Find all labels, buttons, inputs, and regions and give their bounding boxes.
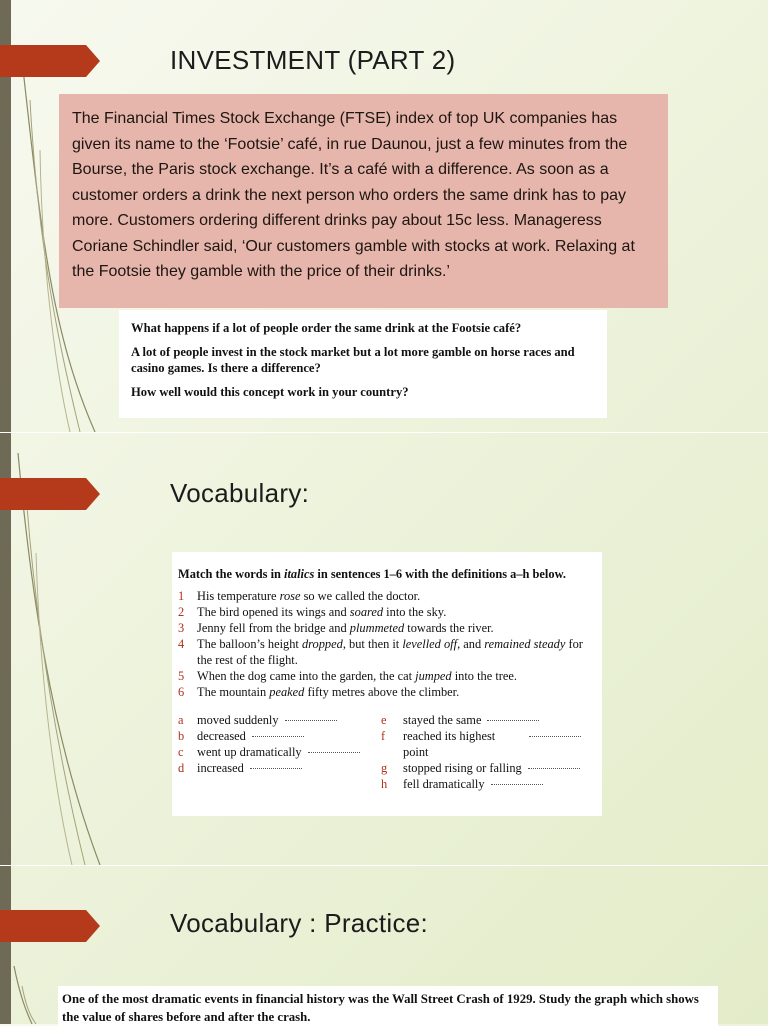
- sentence-6: 6 The mountain peaked fifty metres above the climber.: [178, 685, 460, 699]
- answer-blank[interactable]: [252, 728, 304, 737]
- sentence-2: 2 The bird opened its wings and soared into the sky.: [178, 605, 447, 619]
- sentence-4: 4 The balloon’s height dropped, but then it levelled off, and remained steady for the rest of the flight.: [178, 637, 583, 667]
- definitions-right: [381, 712, 581, 792]
- answer-blank[interactable]: [491, 776, 543, 785]
- definition-a: a moved suddenly: [178, 712, 378, 728]
- slide-vocabulary: [0, 433, 768, 865]
- answer-blank[interactable]: [308, 744, 360, 753]
- sentence-3: 3 Jenny fell from the bridge and plummeted towards the river.: [178, 621, 494, 635]
- definition-d: d increased: [178, 760, 378, 776]
- answer-blank[interactable]: [528, 760, 580, 769]
- definition-c: c went up dramatically: [178, 744, 378, 760]
- question-3: How well would this concept work in your country?: [131, 385, 409, 399]
- practice-intro-text: One of the most dramatic events in financial history was the Wall Street Crash of 1929. Study the graph which shows the value of shares before and after the crash.: [62, 992, 699, 1024]
- article-text: The Financial Times Stock Exchange (FTSE) index of top UK companies has given its name to the ‘Footsie’ café, in rue Daunou, just a few minutes from the Bourse, the Paris stock exchange. It’s a café with a difference. As soon as a customer orders a drink the next person who orders the same drink has to pay more. Customers ordering different drinks pay about 15c less. Manageress Coriane Schindler said, ‘Our customers gamble with stocks at work. Relaxing at the Footsie they gamble with the price of their drinks.’: [72, 110, 635, 280]
- title-arrow-marker: [0, 45, 100, 77]
- slide-title: Vocabulary:: [170, 478, 310, 508]
- practice-intro: [58, 986, 718, 1026]
- slide-investment: [0, 0, 768, 432]
- answer-blank[interactable]: [250, 760, 302, 769]
- slide-title: Vocabulary : Practice:: [170, 908, 429, 938]
- title-arrow-marker: [0, 910, 100, 942]
- definition-e: e stayed the same: [381, 712, 581, 728]
- article-box: [59, 94, 668, 308]
- title-arrow-marker: [0, 478, 100, 510]
- sentence-1: 1 His temperature rose so we called the doctor.: [178, 589, 421, 603]
- question-1: What happens if a lot of people order the same drink at the Footsie café?: [131, 321, 522, 335]
- definitions-left: [178, 712, 378, 792]
- vocabulary-exercise: [172, 552, 602, 816]
- sentence-5: 5 When the dog came into the garden, the cat jumped into the tree.: [178, 669, 517, 683]
- definitions: [178, 712, 592, 792]
- exercise-instructions: Match the words in italics in sentences 1–6 with the definitions a–h below.: [178, 567, 566, 581]
- discussion-questions: [119, 310, 607, 418]
- answer-blank[interactable]: [285, 712, 337, 721]
- definition-f: f reached its highest point: [381, 728, 581, 760]
- definition-h: h fell dramatically: [381, 776, 581, 792]
- slide-title: INVESTMENT (PART 2): [170, 45, 456, 75]
- definition-g: g stopped rising or falling: [381, 760, 581, 776]
- answer-blank[interactable]: [487, 712, 539, 721]
- question-2: A lot of people invest in the stock market but a lot more gamble on horse races and casino games. Is there a difference?: [131, 345, 575, 375]
- definition-b: b decreased: [178, 728, 378, 744]
- answer-blank[interactable]: [529, 728, 581, 737]
